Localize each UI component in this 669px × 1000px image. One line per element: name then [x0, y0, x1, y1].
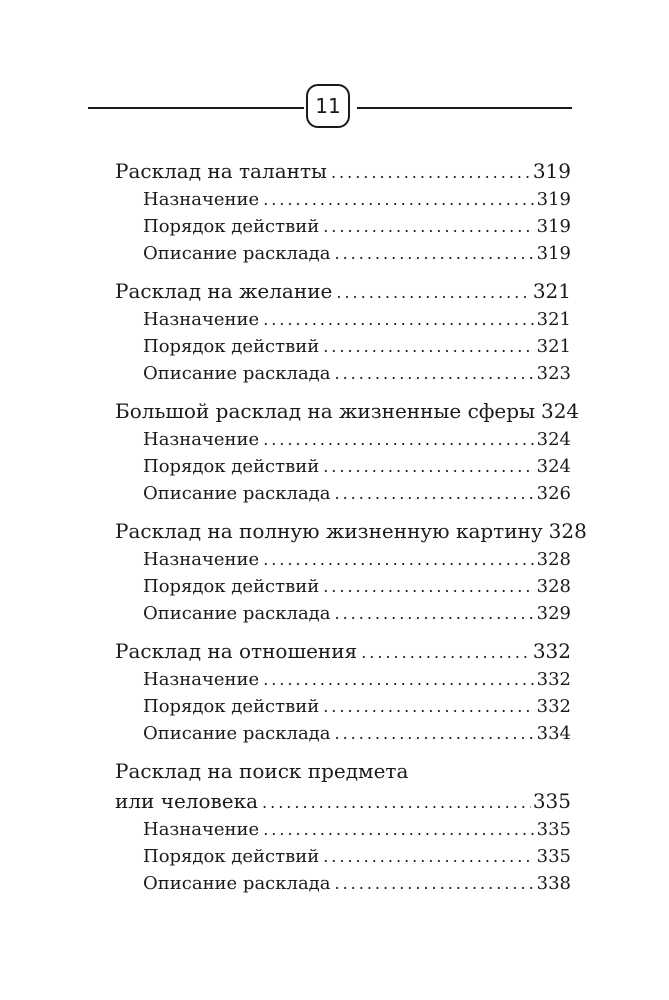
- toc-entry-title: Назначение: [143, 189, 260, 210]
- page-header: [0, 84, 669, 132]
- toc-entry-title: Описание расклада: [143, 603, 331, 624]
- toc-entry-title: Назначение: [143, 309, 260, 330]
- toc-entry-main[interactable]: [115, 396, 580, 426]
- toc-entry-page: 319: [532, 159, 571, 183]
- toc-entry-title: Порядок действий: [143, 456, 320, 477]
- toc-entry-title: Расклад на полную жизненную картину: [115, 519, 543, 543]
- toc-entry-title: Порядок действий: [143, 846, 320, 867]
- toc-entry-title: Назначение: [143, 429, 260, 450]
- toc-section: [115, 516, 587, 627]
- toc-entry-title: Порядок действий: [143, 696, 320, 717]
- leader-dots: [263, 426, 534, 453]
- leader-dots: [323, 213, 534, 240]
- toc-entry-sub[interactable]: [115, 720, 571, 747]
- leader-dots: [335, 600, 535, 627]
- toc-entry-sub[interactable]: [115, 240, 571, 267]
- toc-entry-sub[interactable]: [115, 333, 571, 360]
- toc-entry-sub[interactable]: [115, 480, 571, 507]
- toc-entry-sub[interactable]: [115, 843, 571, 870]
- toc-entry-title: Назначение: [143, 819, 260, 840]
- toc-entry-page: 332: [536, 669, 571, 690]
- toc-entry-title: Расклад на таланты: [115, 159, 327, 183]
- toc-entry-sub[interactable]: [115, 573, 571, 600]
- toc-entry-main[interactable]: [115, 636, 571, 666]
- toc-entry-page: 328: [548, 519, 587, 543]
- toc-entry-page: 324: [536, 456, 571, 477]
- toc-entry-page: 321: [536, 309, 571, 330]
- toc-entry-page: 324: [540, 399, 580, 423]
- toc-entry-page: 323: [536, 363, 571, 384]
- toc-entry-page: 334: [536, 723, 571, 744]
- leader-dots: [335, 870, 535, 897]
- toc-entry-page: 328: [536, 549, 571, 570]
- toc-entry-sub[interactable]: [115, 306, 571, 333]
- toc-entry-title: Описание расклада: [143, 363, 331, 384]
- table-of-contents: [115, 156, 587, 906]
- toc-entry-sub[interactable]: [115, 546, 571, 573]
- leader-dots: [263, 306, 534, 333]
- toc-entry-page: 332: [536, 696, 571, 717]
- toc-entry-title: Описание расклада: [143, 243, 331, 264]
- toc-entry-sub[interactable]: [115, 870, 571, 897]
- leader-dots: [335, 360, 535, 387]
- toc-entry-page: 319: [536, 216, 571, 237]
- toc-entry-sub[interactable]: [115, 453, 571, 480]
- toc-entry-page: 335: [536, 819, 571, 840]
- leader-dots: [361, 638, 531, 668]
- leader-dots: [323, 843, 534, 870]
- toc-entry-page: 326: [536, 483, 571, 504]
- toc-entry-title: Расклад на отношения: [115, 639, 358, 663]
- page-number-text: 11: [315, 94, 341, 118]
- leader-dots: [331, 158, 531, 188]
- toc-entry-main[interactable]: [115, 786, 571, 816]
- toc-entry-page: 319: [536, 243, 571, 264]
- toc-section: [115, 276, 571, 387]
- leader-dots: [323, 573, 534, 600]
- toc-entry-sub[interactable]: [115, 693, 571, 720]
- toc-section: [115, 156, 571, 267]
- toc-entry-page: 319: [536, 189, 571, 210]
- toc-entry-title: Порядок действий: [143, 336, 320, 357]
- leader-dots: [323, 453, 534, 480]
- leader-dots: [263, 186, 534, 213]
- toc-section: [115, 636, 571, 747]
- toc-entry-sub[interactable]: [115, 360, 571, 387]
- toc-entry-sub[interactable]: [115, 186, 571, 213]
- toc-entry-title: или человека: [115, 789, 259, 813]
- toc-entry-page: 338: [536, 873, 571, 894]
- toc-entry-main[interactable]: [115, 156, 571, 186]
- toc-entry-title-line1: Расклад на поиск предмета: [115, 759, 409, 783]
- toc-entry-sub[interactable]: [115, 426, 571, 453]
- toc-entry-title: Порядок действий: [143, 576, 320, 597]
- toc-entry-page: 335: [532, 789, 571, 813]
- leader-dots: [262, 788, 531, 818]
- leader-dots: [335, 720, 535, 747]
- leader-dots: [336, 278, 530, 308]
- page-number: [306, 84, 350, 128]
- toc-entry-page: 332: [532, 639, 571, 663]
- toc-entry-page: 321: [536, 336, 571, 357]
- toc-entry-title: Назначение: [143, 549, 260, 570]
- leader-dots: [323, 693, 534, 720]
- toc-entry-title: Описание расклада: [143, 873, 331, 894]
- toc-entry-main[interactable]: [115, 276, 571, 306]
- toc-entry-page: 328: [536, 576, 571, 597]
- toc-entry-page: 324: [536, 429, 571, 450]
- toc-entry-sub[interactable]: [115, 816, 571, 843]
- toc-entry-page: 335: [536, 846, 571, 867]
- toc-entry-title: Расклад на желание: [115, 279, 333, 303]
- leader-dots: [263, 816, 534, 843]
- leader-dots: [263, 546, 534, 573]
- toc-entry-page: 321: [532, 279, 571, 303]
- toc-entry-title: Порядок действий: [143, 216, 320, 237]
- toc-entry-title: Большой расклад на жизненные сферы: [115, 399, 535, 423]
- toc-entry-sub[interactable]: [115, 213, 571, 240]
- leader-dots: [335, 240, 535, 267]
- toc-entry-title: Описание расклада: [143, 483, 331, 504]
- leader-dots: [335, 480, 535, 507]
- toc-entry-main[interactable]: [115, 516, 587, 546]
- header-rule-right: [357, 107, 572, 109]
- toc-entry-sub[interactable]: [115, 666, 571, 693]
- header-rule-left: [88, 107, 304, 109]
- toc-entry-title: Назначение: [143, 669, 260, 690]
- leader-dots: [263, 666, 534, 693]
- toc-section: [115, 396, 580, 507]
- toc-entry-main-line1[interactable]: [115, 756, 571, 786]
- toc-section: [115, 756, 571, 897]
- leader-dots: [323, 333, 534, 360]
- toc-entry-page: 329: [536, 603, 571, 624]
- toc-entry-title: Описание расклада: [143, 723, 331, 744]
- toc-entry-sub[interactable]: [115, 600, 571, 627]
